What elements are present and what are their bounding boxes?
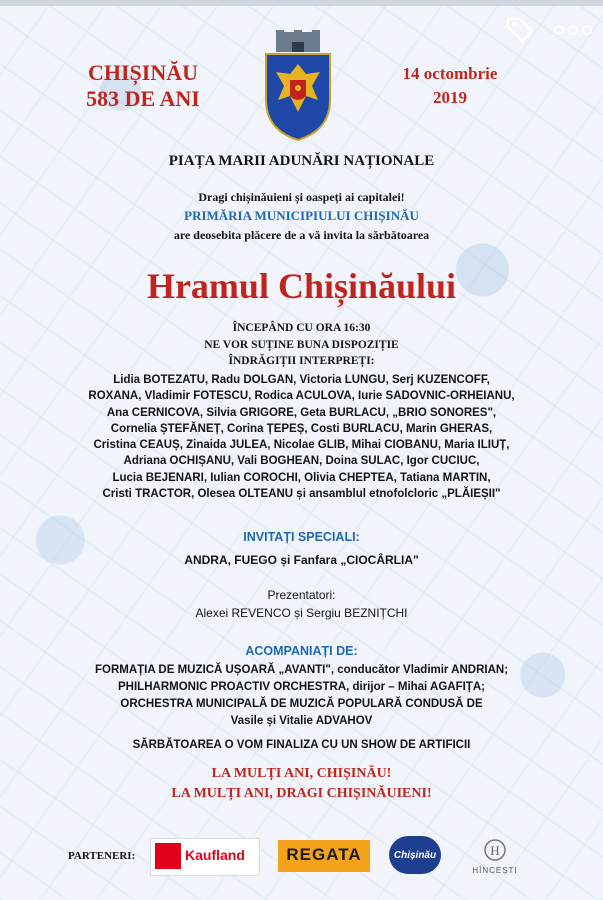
fireworks-note: SĂRBĂTOAREA O VOM FINALIZA CU UN SHOW DE ARTIFICII <box>132 739 471 751</box>
closing-line-1: LA MULȚI ANI, CHIȘINĂU! <box>211 766 392 781</box>
regata-logo <box>278 840 370 872</box>
performers-line: Lidia BOTEZATU, Radu DOLGAN, Victoria LUNGU, Serj KUZENCOFF, <box>113 374 490 386</box>
support-text: NE VOR SUȚINE BUNA DISPOZIȚIE <box>204 339 399 351</box>
event-year: 2019 <box>433 88 467 107</box>
performers-list <box>40 372 563 502</box>
invitation-text: are deosebita plăcere de a vă invita la sărbătoarea <box>173 228 430 242</box>
performers-line: Lucia BEJENARI, Iulian COROCHI, Olivia CHEPTEA, Tatiana MARTIN, <box>112 471 491 484</box>
accompanied-line: Vasile și Vitalie ADVAHOV <box>230 715 373 727</box>
partners-bar <box>0 828 603 888</box>
chisinau-beer-logo <box>389 836 441 874</box>
accompanied-heading: ACOMPANIAȚI DE: <box>245 644 358 658</box>
accompanied-line: PHILHARMONIC PROACTIV ORCHESTRA, dirijor – Mihai AGAFIȚA; <box>118 681 485 693</box>
organizer: PRIMĂRIA MUNICIPIULUI CHIȘINĂU <box>184 208 419 223</box>
performers-line: ROXANA, Vladimir FOTESCU, Rodica ACULOVA, Iurie SADOVNIC-ORHEIANU, <box>88 390 515 403</box>
performers-line: Cristi TRACTOR, Olesea OLTEANU și ansamblul etnofolcloric „PLĂIEȘII" <box>102 488 501 501</box>
tag-icon[interactable] <box>505 16 535 44</box>
city-name: CHIȘINĂU <box>87 60 199 85</box>
chisinau-name: Chișinău <box>393 850 437 861</box>
anniversary-years: 583 DE ANI <box>86 86 200 111</box>
greeting: Dragi chișinăuieni și oaspeți ai capitalei! <box>198 190 405 204</box>
accompanied-list <box>40 662 563 730</box>
closing-line-2: LA MULȚI ANI, DRAGI CHIȘINĂUIENI! <box>171 786 432 801</box>
start-time: ÎNCEPÂND CU ORA 16:30 <box>232 322 371 334</box>
hincesti-name: HÎNCEȘTI <box>472 866 518 875</box>
accompanied-line: ORCHESTRA MUNICIPALĂ DE MUZICĂ POPULARĂ CONDUSĂ DE <box>120 698 483 710</box>
city-anniversary <box>63 60 223 112</box>
event-date <box>380 62 520 110</box>
hincesti-emblem-icon <box>456 836 534 864</box>
image-actions <box>505 14 595 48</box>
coat-of-arms-icon <box>262 30 334 142</box>
regata-name: REGATA <box>286 845 362 864</box>
performers-line: Cornelia ȘTEFĂNEȚ, Corina ȚEPEȘ, Costi BURLACU, Marin GHERAS, <box>110 422 493 435</box>
event-day: 14 octombrie <box>402 64 498 83</box>
performers-heading: ÎNDRĂGIȚII INTERPREȚI: <box>228 355 375 367</box>
special-guests: ANDRA, FUEGO și Fanfara „CIOCÂRLIA" <box>184 553 419 567</box>
hincesti-logo <box>456 836 534 880</box>
event-title: Hramul Chișinăului <box>146 266 457 306</box>
kaufland-name: Kaufland <box>185 847 245 863</box>
presenters-heading: Prezentatori: <box>267 588 336 602</box>
partners-label: PARTENERI: <box>68 850 136 862</box>
presenters: Alexei REVENCO și Sergiu BEZNIȚCHI <box>195 606 408 620</box>
accompanied-line: FORMAȚIA DE MUZICĂ UȘOARĂ „AVANTI", conducător Vladimir ANDRIAN; <box>94 664 509 676</box>
kaufland-logo <box>150 838 260 876</box>
top-bar <box>0 0 603 6</box>
performers-line: Cristina CEAUȘ, Zinaida JULEA, Nicolae GLIB, Mihai CIOBANU, Maria ILIUȚ, <box>93 439 510 452</box>
performers-line: Ana CERNICOVA, Silvia GRIGORE, Geta BURLACU, „BRIO SONORES", <box>106 406 497 419</box>
kaufland-mark-icon <box>155 843 181 869</box>
svg-text:H: H <box>490 843 500 858</box>
performers-line: Adriana OCHIȘANU, Vali BOGHEAN, Doina SULAC, Igor CUCIUC, <box>123 455 480 468</box>
more-options-icon[interactable] <box>553 22 593 38</box>
special-guests-heading: INVITAȚI SPECIALI: <box>243 530 360 544</box>
venue: PIAȚA MARII ADUNĂRI NAȚIONALE <box>168 153 435 169</box>
